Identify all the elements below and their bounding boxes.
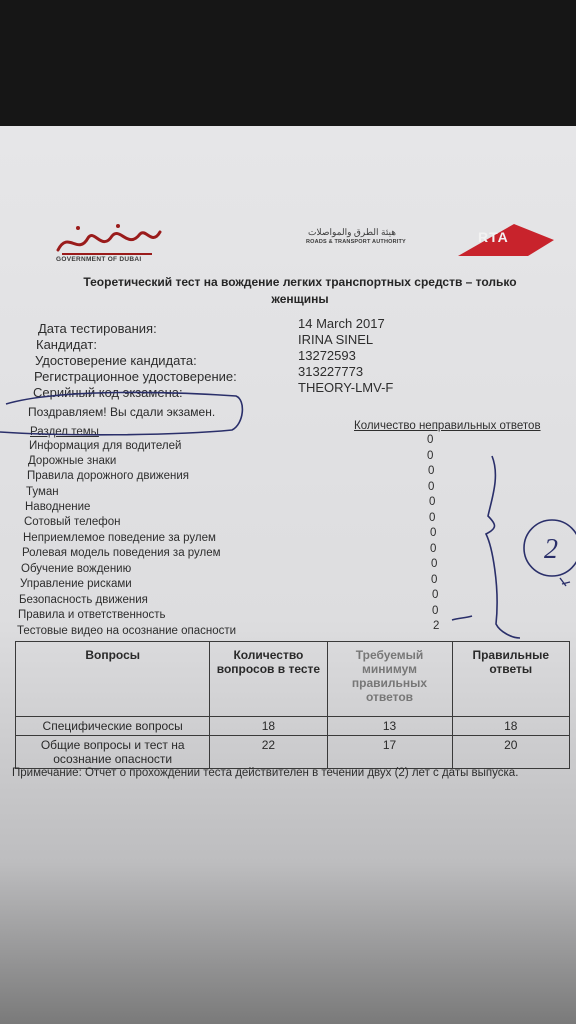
section-wrong-count: 0 — [432, 605, 439, 617]
sections-header-topic: Раздел темы — [30, 426, 99, 438]
validity-note: Примечание: Отчет о прохождении теста действителен в течении двух (2) лет с даты выпуска. — [12, 767, 519, 779]
government-of-dubai-text: GOVERNMENT OF DUBAI — [56, 256, 142, 263]
table-row — [16, 717, 570, 736]
pen-brace — [486, 456, 520, 638]
header-correct-answers: Правильные ответы — [452, 642, 569, 717]
header-required-minimum: Требуемый минимум правильных ответов — [327, 642, 452, 717]
sections-header-wrong: Количество неправильных ответов — [354, 420, 541, 432]
row-label: Общие вопросы и тест на осознание опасности — [16, 736, 210, 769]
section-wrong-count: 0 — [430, 543, 437, 555]
test-date-value: 14 March 2017 — [298, 316, 385, 331]
exam-serial-label: Серийный код экзамена: — [33, 385, 183, 400]
candidate-id-value: 13272593 — [298, 348, 356, 363]
section-topic: Неприемлемое поведение за рулем — [23, 532, 216, 544]
candidate-label: Кандидат: — [36, 337, 97, 352]
handwritten-number: 2 — [544, 534, 558, 565]
candidate-id-label: Удостоверение кандидата: — [35, 353, 197, 368]
section-topic: Обучение вождению — [21, 563, 132, 575]
document-title — [40, 274, 560, 308]
registration-value: 313227773 — [298, 364, 364, 379]
section-wrong-count: 0 — [432, 589, 439, 601]
section-wrong-count: 0 — [428, 465, 435, 477]
section-topic: Информация для водителей — [29, 440, 182, 452]
row-correct-answers: 20 — [452, 736, 569, 769]
exam-report-sheet — [0, 126, 576, 1024]
pen-circle — [524, 520, 576, 576]
candidate-value: IRINA SINEL — [298, 332, 374, 347]
section-wrong-count: 0 — [431, 558, 438, 570]
row-correct-answers: 18 — [452, 717, 569, 736]
section-topic: Безопасность движения — [19, 594, 148, 606]
section-topic: Ролевая модель поведения за рулем — [22, 547, 221, 559]
title-line-1: Теоретический тест на вождение легких транспортных средств – только — [83, 275, 517, 289]
title-line-2: женщины — [271, 292, 329, 306]
section-topic: Сотовый телефон — [24, 516, 121, 528]
row-required-minimum: 17 — [327, 736, 452, 769]
section-wrong-count: 0 — [427, 450, 434, 462]
results-table — [15, 641, 570, 769]
section-topic: Правила дорожного движения — [27, 470, 189, 482]
section-wrong-count: 0 — [428, 481, 435, 493]
row-question-count: 18 — [210, 717, 327, 736]
section-wrong-count: 0 — [427, 434, 434, 446]
header-questions: Вопросы — [16, 642, 210, 717]
row-question-count: 22 — [210, 736, 327, 769]
rta-english-name: ROADS & TRANSPORT AUTHORITY — [306, 239, 406, 245]
header-question-count: Количество вопросов в тесте — [210, 642, 327, 717]
rta-arabic-name: هيئة الطرق والمواصلات — [308, 227, 397, 237]
section-topic: Дорожные знаки — [28, 455, 117, 467]
section-topic: Тестовые видео на осознание опасности — [17, 625, 237, 637]
section-topic: Управление рисками — [20, 578, 132, 590]
test-date-label: Дата тестирования: — [38, 321, 157, 336]
exam-serial-value: THEORY-LMV-F — [298, 380, 394, 395]
section-wrong-count: 2 — [433, 620, 440, 632]
table-row — [16, 736, 570, 769]
row-required-minimum: 13 — [327, 717, 452, 736]
table-header-row — [16, 642, 570, 717]
section-topic: Правила и ответственность — [18, 609, 166, 621]
section-topic: Туман — [26, 486, 59, 498]
section-wrong-count: 0 — [429, 512, 436, 524]
pen-mark — [560, 578, 570, 586]
pen-tick — [452, 616, 472, 620]
registration-label: Регистрационное удостоверение: — [34, 369, 237, 384]
section-topic: Наводнение — [25, 501, 91, 513]
section-wrong-count: 0 — [431, 574, 438, 586]
section-wrong-count: 0 — [429, 496, 436, 508]
row-label: Специфические вопросы — [16, 717, 210, 736]
section-wrong-count: 0 — [430, 527, 437, 539]
rta-badge-text: RTA — [478, 229, 509, 245]
result-message: Поздравляем! Вы сдали экзамен. — [28, 405, 216, 419]
